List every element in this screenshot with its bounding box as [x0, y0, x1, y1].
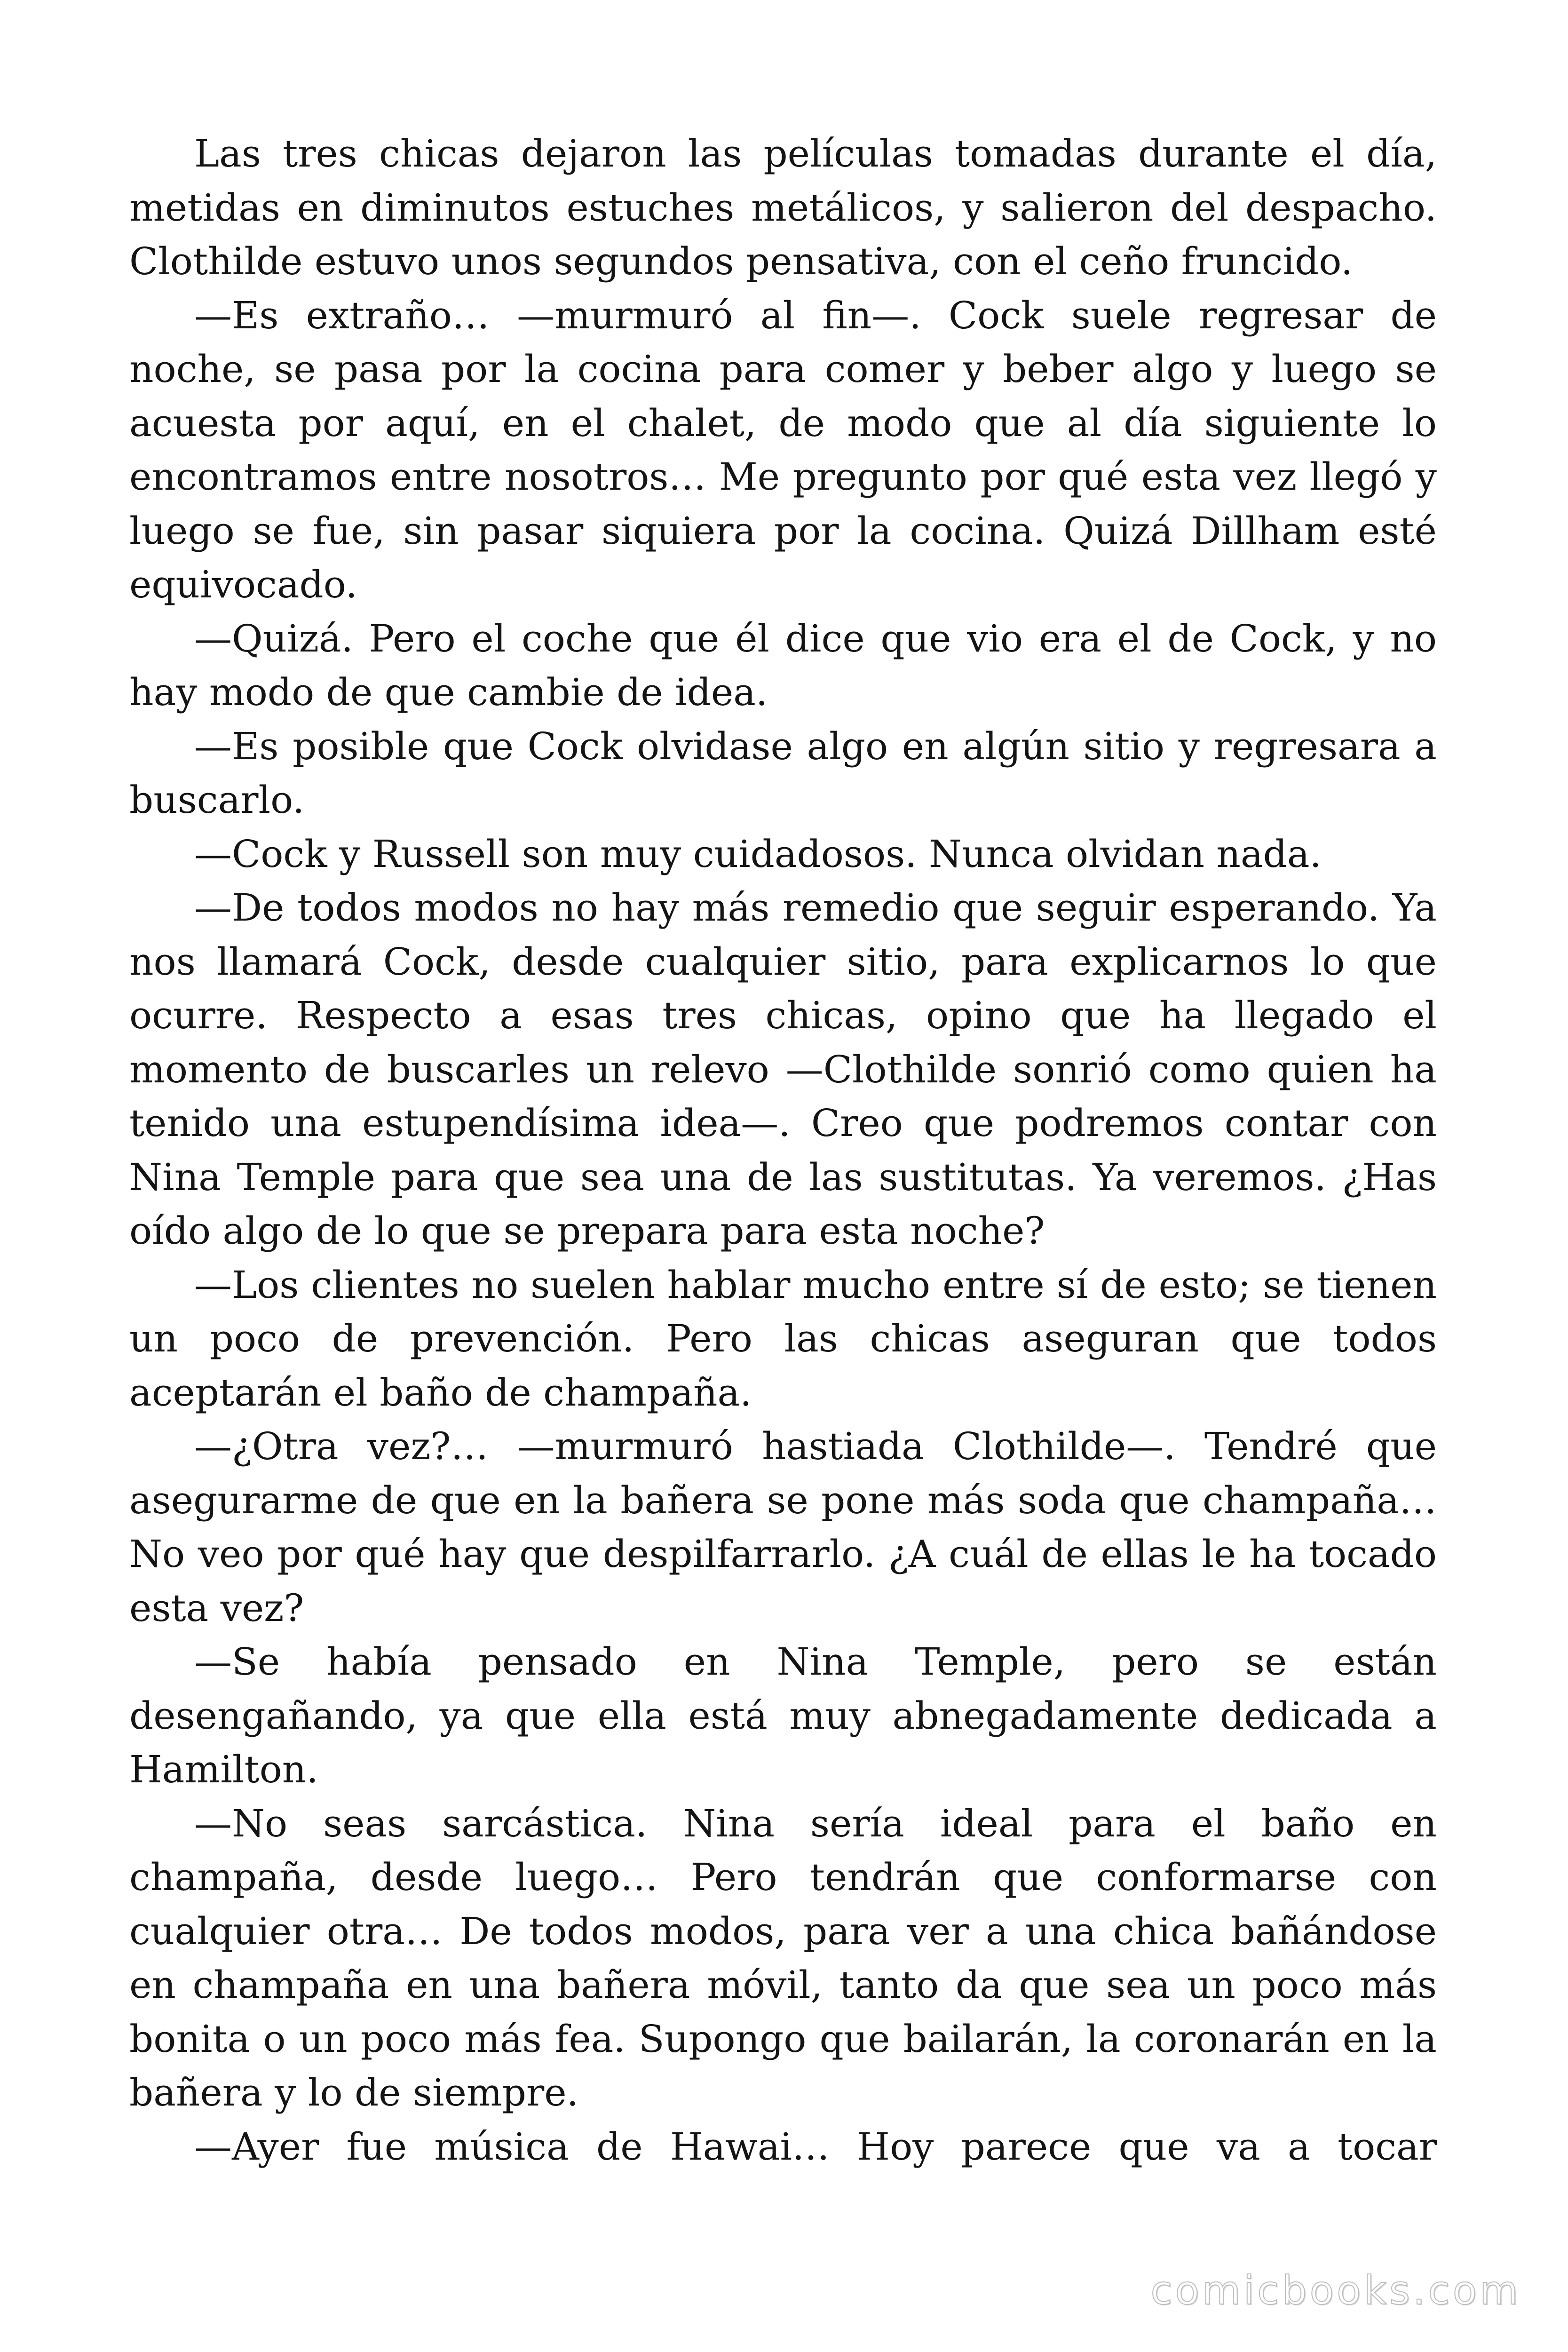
- paragraph: —Es extraño… —murmuró al fin—. Cock suele regresar de noche, se pasa por la cocina para comer y beber algo y luego se acuesta por aquí, en el chalet, de modo que al día siguiente lo encontramos entre nosotros… Me pregunto por qué esta vez llegó y luego se fue, sin pasar siquiera por la cocina. Quizá Dillham esté equivocado.: [129, 293, 1437, 606]
- book-page-text: [129, 127, 1437, 2174]
- paragraph: —Quizá. Pero el coche que él dice que vio era el de Cock, y no hay modo de que cambie de idea.: [129, 616, 1437, 714]
- paragraph: Las tres chicas dejaron las películas tomadas durante el día, metidas en diminutos estuches metálicos, y salieron del despacho. Clothilde estuvo unos segundos pensativa, con el ceño fruncido.: [129, 132, 1437, 283]
- watermark: comicbooks.com: [1150, 2267, 1521, 2313]
- paragraph: —No seas sarcástica. Nina sería ideal para el baño en champaña, desde luego… Pero tendrán que conformarse con cualquier otra… De todos modos, para ver a una chica bañándose en champaña en una bañera móvil, tanto da que sea un poco más bonita o un poco más fea. Supongo que bailarán, la coronarán en la bañera y lo de siempre.: [129, 1801, 1437, 2114]
- paragraph: —¿Otra vez?… —murmuró hastiada Clothilde—. Tendré que asegurarme de que en la bañera se pone más soda que champaña… No veo por qué hay que despilfarrarlo. ¿A cuál de ellas le ha tocado esta vez?: [129, 1424, 1437, 1630]
- paragraph: —Se había pensado en Nina Temple, pero se están desengañando, ya que ella está muy abnegadamente dedicada a Hamilton.: [129, 1640, 1437, 1791]
- paragraph: —Los clientes no suelen hablar mucho entre sí de esto; se tienen un poco de prevención. Pero las chicas aseguran que todos aceptarán el baño de champaña.: [129, 1263, 1437, 1414]
- paragraph: —De todos modos no hay más remedio que seguir esperando. Ya nos llamará Cock, desde cualquier sitio, para explicarnos lo que ocurre. Respecto a esas tres chicas, opino que ha llegado el momento de buscarles un relevo —Clothilde sonrió como quien ha tenido una estupendísima idea—. Creo que podremos contar con Nina Temple para que sea una de las sustitutas. Ya veremos. ¿Has oído algo de lo que se prepara para esta noche?: [129, 886, 1437, 1253]
- paragraph: —Ayer fue música de Hawai… Hoy parece que va a tocar: [194, 2124, 1437, 2169]
- paragraph: —Es posible que Cock olvidase algo en algún sitio y regresara a buscarlo.: [129, 724, 1437, 822]
- paragraph: —Cock y Russell son muy cuidadosos. Nunca olvidan nada.: [194, 832, 1322, 876]
